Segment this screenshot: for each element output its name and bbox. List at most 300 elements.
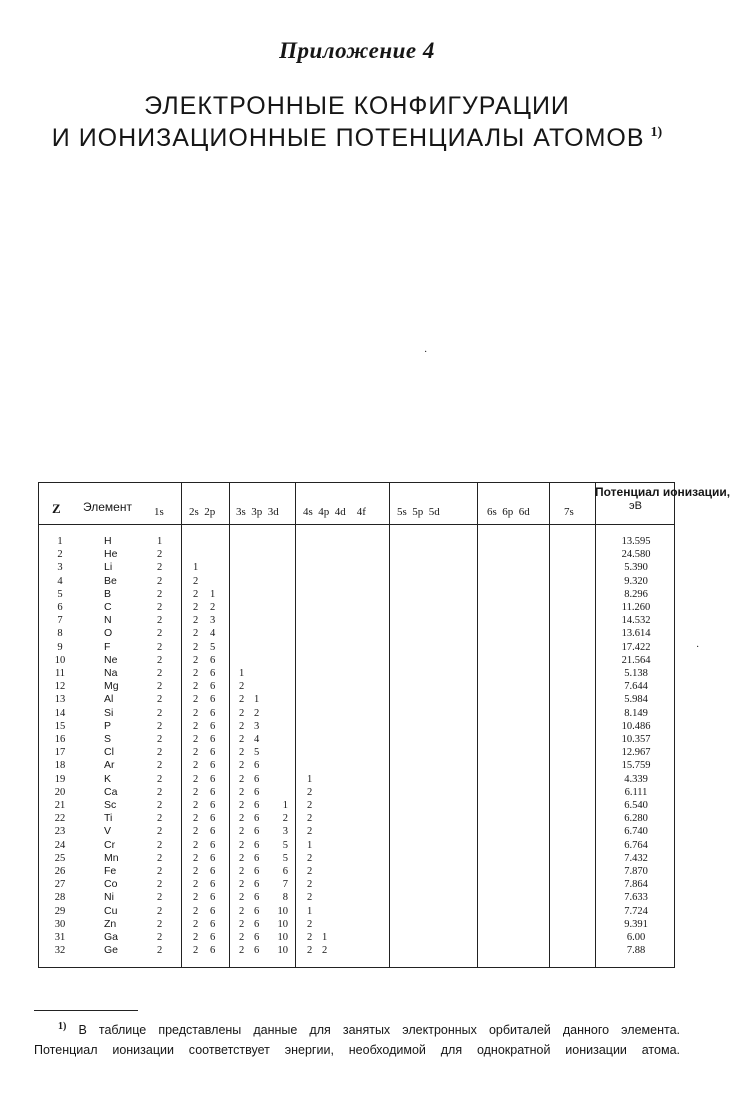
cell-4s: 1 <box>307 905 313 917</box>
cell-3p: 6 <box>254 879 260 891</box>
cell-potential: 7.88 <box>626 945 646 957</box>
cell-element: Mn <box>104 851 119 864</box>
cell-2p: 6 <box>210 866 216 877</box>
cell-2s: 2 <box>193 720 199 732</box>
cell-potential: 7.724 <box>624 905 648 917</box>
cell-1s: 2 <box>157 668 163 679</box>
cell-2s: 2 <box>193 866 199 877</box>
cell-element: H <box>104 535 112 547</box>
cell-3s: 2 <box>239 852 245 864</box>
cell-3d: 10 <box>277 945 288 957</box>
cell-z: 25 <box>54 852 66 864</box>
header-shell-7: 7s <box>564 506 574 518</box>
cell-1s: 2 <box>157 615 163 627</box>
table-row <box>39 839 676 852</box>
cell-2p: 1 <box>210 588 216 600</box>
cell-z: 23 <box>54 826 66 838</box>
cell-element: Be <box>104 574 117 587</box>
cell-2s: 2 <box>193 918 199 930</box>
cell-2p: 6 <box>210 839 216 851</box>
title-footnote-mark: 1) <box>650 125 663 140</box>
cell-1s: 2 <box>157 800 163 811</box>
table-row <box>39 575 676 588</box>
header-shell-2: 2s 2p <box>189 506 216 518</box>
cell-potential: 5.390 <box>624 562 648 574</box>
cell-4s: 2 <box>307 813 313 825</box>
cell-element: Sc <box>104 799 117 811</box>
cell-element: Ga <box>104 931 119 943</box>
table-row <box>39 707 676 720</box>
cell-potential: 7.870 <box>624 866 648 877</box>
cell-4s: 2 <box>307 918 313 930</box>
cell-3s: 2 <box>239 760 245 772</box>
footnote-mark: 1) <box>58 1021 67 1032</box>
table-row <box>39 693 676 706</box>
cell-z: 10 <box>54 654 66 666</box>
header-divider <box>39 524 674 525</box>
cell-3s: 2 <box>239 694 245 706</box>
footnote-rule <box>34 1010 138 1011</box>
cell-1s: 2 <box>157 839 163 851</box>
header-potential-label: Потенциал ионизации, <box>595 485 730 499</box>
footnote-line-2: Потенциал ионизации соответствует энергии, необходимой для однократной ионизации атома. <box>34 1043 680 1058</box>
cell-potential: 5.138 <box>624 668 648 679</box>
cell-2s: 2 <box>193 615 199 627</box>
header-shell-3: 3s 3p 3d <box>236 506 279 518</box>
header-potential-unit: эВ <box>629 500 642 512</box>
cell-potential: 15.759 <box>621 760 651 772</box>
cell-1s: 2 <box>157 628 163 640</box>
cell-element: V <box>104 825 112 838</box>
page-title-line1: ЭЛЕКТРОННЫЕ КОНФИГУРАЦИИ <box>144 92 570 120</box>
cell-element: Cl <box>104 746 114 759</box>
page-title-line2 <box>0 124 714 153</box>
cell-z: 18 <box>54 760 66 772</box>
cell-2p: 6 <box>210 905 216 917</box>
cell-2s: 2 <box>193 892 199 904</box>
cell-z: 28 <box>54 892 66 904</box>
cell-1s: 2 <box>157 575 163 587</box>
cell-element: K <box>104 772 112 785</box>
cell-z: 15 <box>54 720 66 732</box>
cell-2s: 2 <box>193 681 199 693</box>
print-speck: · <box>424 347 428 358</box>
cell-potential: 17.422 <box>621 641 651 653</box>
cell-3p: 1 <box>254 694 260 706</box>
cell-3d: 10 <box>277 932 288 943</box>
cell-element: Zn <box>104 917 117 930</box>
cell-2s: 2 <box>193 800 199 811</box>
cell-potential: 7.864 <box>624 879 648 891</box>
cell-2s: 2 <box>193 813 199 825</box>
cell-3s: 2 <box>239 879 245 891</box>
cell-2p: 6 <box>210 694 216 706</box>
cell-element: Ge <box>104 944 119 957</box>
cell-2p: 6 <box>210 932 216 943</box>
cell-2p: 6 <box>210 734 216 745</box>
table-row <box>39 561 676 574</box>
cell-z: 24 <box>54 839 66 851</box>
cell-3s: 2 <box>239 773 245 785</box>
cell-element: Co <box>104 878 118 891</box>
cell-3p: 6 <box>254 918 260 930</box>
table-row <box>39 733 676 746</box>
cell-element: Na <box>104 667 118 679</box>
cell-element: Si <box>104 706 114 719</box>
cell-2s: 1 <box>193 562 199 574</box>
cell-3s: 2 <box>239 734 245 745</box>
table-row <box>39 918 676 931</box>
cell-potential: 21.564 <box>621 654 651 666</box>
cell-potential: 13.614 <box>621 628 651 640</box>
cell-2p: 6 <box>210 826 216 838</box>
table-row <box>39 812 676 825</box>
cell-1s: 2 <box>157 892 163 904</box>
cell-4p: 2 <box>322 945 328 957</box>
cell-element: O <box>104 627 113 640</box>
cell-element: Ne <box>104 653 118 666</box>
cell-element: Ni <box>104 891 114 904</box>
cell-2s: 2 <box>193 760 199 772</box>
cell-1s: 2 <box>157 641 163 653</box>
cell-element: He <box>104 548 118 561</box>
table-row <box>39 627 676 640</box>
cell-1s: 2 <box>157 945 163 957</box>
cell-potential: 8.149 <box>624 707 648 719</box>
cell-1s: 2 <box>157 813 163 825</box>
cell-2s: 2 <box>193 826 199 838</box>
cell-2s: 2 <box>193 839 199 851</box>
cell-3d: 7 <box>282 879 288 891</box>
cell-z: 8 <box>57 628 63 640</box>
cell-z: 4 <box>57 575 63 587</box>
table-row <box>39 680 676 693</box>
table-row <box>39 720 676 733</box>
cell-3p: 4 <box>254 734 260 745</box>
print-speck: · <box>696 642 700 653</box>
cell-potential: 6.764 <box>624 839 648 851</box>
cell-z: 13 <box>54 694 66 706</box>
cell-2p: 3 <box>210 615 216 627</box>
cell-potential: 6.540 <box>624 800 648 811</box>
page-title-line2-text: И ИОНИЗАЦИОННЫЕ ПОТЕНЦИАЛЫ АТОМОВ <box>51 124 645 152</box>
cell-element: Cu <box>104 904 118 917</box>
cell-2p: 6 <box>210 654 216 666</box>
cell-1s: 2 <box>157 549 163 561</box>
cell-z: 26 <box>54 866 66 877</box>
cell-2p: 2 <box>210 602 216 613</box>
cell-4s: 2 <box>307 826 313 838</box>
cell-3s: 2 <box>239 720 245 732</box>
footnote <box>34 1017 680 1060</box>
header-shell-4: 4s 4p 4d 4f <box>303 506 366 518</box>
cell-2s: 2 <box>193 786 199 798</box>
cell-potential: 6.111 <box>624 786 648 798</box>
cell-4s: 2 <box>307 800 313 811</box>
cell-potential: 6.280 <box>624 813 648 825</box>
cell-3s: 2 <box>239 826 245 838</box>
table-row <box>39 865 676 878</box>
table-row <box>39 667 676 680</box>
cell-potential: 9.391 <box>624 918 648 930</box>
cell-element: Ar <box>104 759 115 772</box>
cell-3s: 2 <box>239 892 245 904</box>
cell-z: 32 <box>54 945 66 957</box>
cell-3d: 8 <box>282 892 288 904</box>
cell-3s: 2 <box>239 866 245 877</box>
cell-4s: 1 <box>307 839 313 851</box>
cell-element: C <box>104 601 112 613</box>
cell-z: 19 <box>54 773 66 785</box>
cell-2p: 6 <box>210 852 216 864</box>
footnote-line-1 <box>34 1017 680 1040</box>
cell-3p: 6 <box>254 852 260 864</box>
cell-z: 16 <box>54 734 66 745</box>
cell-3s: 2 <box>239 681 245 693</box>
table-row <box>39 905 676 918</box>
table-row <box>39 548 676 561</box>
cell-2s: 2 <box>193 654 199 666</box>
cell-element: B <box>104 587 112 600</box>
header-shell-6: 6s 6p 6d <box>487 506 530 518</box>
cell-z: 27 <box>54 879 66 891</box>
cell-z: 1 <box>57 536 63 547</box>
cell-z: 2 <box>57 549 63 561</box>
cell-z: 29 <box>54 905 66 917</box>
cell-element: Li <box>104 561 113 574</box>
cell-element: Ca <box>104 785 118 798</box>
table-row <box>39 799 676 812</box>
cell-element: Cr <box>104 838 116 851</box>
electron-configuration-table <box>38 482 730 968</box>
cell-3d: 5 <box>282 852 288 864</box>
table-row <box>39 588 676 601</box>
cell-2s: 2 <box>193 707 199 719</box>
cell-1s: 2 <box>157 826 163 838</box>
table-row <box>39 931 676 944</box>
cell-1s: 2 <box>157 707 163 719</box>
cell-z: 11 <box>54 668 66 679</box>
cell-3p: 6 <box>254 813 260 825</box>
cell-2p: 6 <box>210 892 216 904</box>
cell-3s: 2 <box>239 813 245 825</box>
cell-2s: 2 <box>193 932 199 943</box>
cell-3p: 6 <box>254 892 260 904</box>
cell-2s: 2 <box>193 734 199 745</box>
cell-2p: 6 <box>210 786 216 798</box>
cell-element: Al <box>104 693 114 706</box>
cell-3p: 6 <box>254 932 260 943</box>
cell-3p: 6 <box>254 786 260 798</box>
cell-1s: 2 <box>157 905 163 917</box>
cell-z: 7 <box>57 615 63 627</box>
cell-potential: 6.00 <box>626 932 646 943</box>
cell-3s: 2 <box>239 932 245 943</box>
table-row <box>39 746 676 759</box>
cell-z: 20 <box>54 786 66 798</box>
cell-2p: 6 <box>210 945 216 957</box>
cell-3p: 5 <box>254 747 260 759</box>
footnote-text-1: В таблице представлены данные для занятых электронных орбиталей данного элемента. <box>78 1023 680 1038</box>
cell-z: 14 <box>54 707 66 719</box>
cell-4s: 2 <box>307 892 313 904</box>
cell-3s: 2 <box>239 905 245 917</box>
cell-4s: 1 <box>307 773 313 785</box>
cell-3s: 2 <box>239 747 245 759</box>
cell-element: N <box>104 614 112 627</box>
cell-1s: 2 <box>157 734 163 745</box>
cell-2p: 6 <box>210 879 216 891</box>
cell-2p: 6 <box>210 918 216 930</box>
cell-2s: 2 <box>193 694 199 706</box>
cell-potential: 13.595 <box>621 536 651 547</box>
cell-element: F <box>104 640 111 653</box>
cell-potential: 12.967 <box>621 747 651 759</box>
cell-1s: 2 <box>157 588 163 600</box>
cell-3d: 6 <box>282 866 288 877</box>
cell-z: 21 <box>54 800 66 811</box>
cell-1s: 2 <box>157 747 163 759</box>
cell-1s: 2 <box>157 654 163 666</box>
cell-2p: 6 <box>210 747 216 759</box>
table-row <box>39 759 676 772</box>
table-row <box>39 944 676 957</box>
cell-2s: 2 <box>193 588 199 600</box>
cell-2s: 2 <box>193 852 199 864</box>
cell-4s: 2 <box>307 932 313 943</box>
header-potential <box>595 485 730 513</box>
cell-2p: 6 <box>210 760 216 772</box>
cell-4s: 2 <box>307 852 313 864</box>
cell-3d: 1 <box>282 800 288 811</box>
cell-3s: 2 <box>239 839 245 851</box>
cell-element: Ti <box>104 812 113 825</box>
cell-potential: 7.432 <box>624 852 648 864</box>
cell-2s: 2 <box>193 945 199 957</box>
cell-2p: 6 <box>210 800 216 811</box>
cell-2s: 2 <box>193 575 199 587</box>
table-row <box>39 641 676 654</box>
cell-3d: 2 <box>282 813 288 825</box>
cell-3p: 3 <box>254 720 260 732</box>
cell-1s: 2 <box>157 562 163 574</box>
cell-4s: 2 <box>307 879 313 891</box>
cell-2s: 2 <box>193 602 199 613</box>
table-row <box>39 654 676 667</box>
cell-2s: 2 <box>193 641 199 653</box>
header-shell-1: 1s <box>154 506 164 518</box>
cell-2s: 2 <box>193 905 199 917</box>
table-row <box>39 825 676 838</box>
cell-2s: 2 <box>193 879 199 891</box>
cell-2s: 2 <box>193 747 199 759</box>
table-row <box>39 878 676 891</box>
cell-3p: 6 <box>254 839 260 851</box>
cell-1s: 2 <box>157 932 163 943</box>
cell-z: 30 <box>54 918 66 930</box>
cell-potential: 4.339 <box>624 773 648 785</box>
cell-2p: 5 <box>210 641 216 653</box>
cell-element: Fe <box>104 865 117 877</box>
header-element: Элемент <box>83 500 132 514</box>
cell-element: Mg <box>104 680 119 693</box>
table-row <box>39 773 676 786</box>
cell-2s: 2 <box>193 668 199 679</box>
cell-3s: 2 <box>239 918 245 930</box>
cell-4s: 2 <box>307 945 313 957</box>
cell-3p: 6 <box>254 826 260 838</box>
cell-potential: 14.532 <box>621 615 651 627</box>
cell-3p: 6 <box>254 773 260 785</box>
cell-3p: 6 <box>254 866 260 877</box>
cell-4s: 2 <box>307 866 313 877</box>
table-row <box>39 535 676 548</box>
cell-1s: 2 <box>157 602 163 613</box>
cell-potential: 10.486 <box>621 720 651 732</box>
cell-2p: 4 <box>210 628 216 640</box>
cell-2p: 6 <box>210 668 216 679</box>
cell-potential: 7.633 <box>624 892 648 904</box>
cell-2p: 6 <box>210 813 216 825</box>
cell-2s: 2 <box>193 773 199 785</box>
cell-3d: 10 <box>277 905 288 917</box>
cell-3d: 3 <box>282 826 288 838</box>
cell-3p: 2 <box>254 707 260 719</box>
cell-1s: 1 <box>157 536 163 547</box>
cell-2p: 6 <box>210 707 216 719</box>
cell-z: 22 <box>54 813 66 825</box>
cell-potential: 11.260 <box>621 602 651 613</box>
cell-potential: 9.320 <box>624 575 648 587</box>
cell-2p: 6 <box>210 681 216 693</box>
table-row <box>39 852 676 865</box>
cell-3s: 1 <box>239 668 245 679</box>
header-shell-5: 5s 5p 5d <box>397 506 440 518</box>
cell-z: 6 <box>57 602 63 613</box>
cell-3s: 2 <box>239 800 245 811</box>
cell-1s: 2 <box>157 760 163 772</box>
cell-4p: 1 <box>322 932 328 943</box>
cell-1s: 2 <box>157 866 163 877</box>
cell-3d: 5 <box>282 839 288 851</box>
table-row <box>39 614 676 627</box>
cell-3s: 2 <box>239 707 245 719</box>
cell-3s: 2 <box>239 945 245 957</box>
cell-z: 17 <box>54 747 66 759</box>
cell-3p: 6 <box>254 905 260 917</box>
cell-1s: 2 <box>157 879 163 891</box>
cell-z: 9 <box>57 641 63 653</box>
cell-3d: 10 <box>277 918 288 930</box>
cell-potential: 10.357 <box>621 734 651 745</box>
cell-element: P <box>104 719 112 732</box>
cell-1s: 2 <box>157 773 163 785</box>
cell-1s: 2 <box>157 681 163 693</box>
table-row <box>39 786 676 799</box>
table-row <box>39 891 676 904</box>
cell-2p: 6 <box>210 720 216 732</box>
table-row <box>39 601 676 614</box>
cell-3p: 6 <box>254 800 260 811</box>
cell-1s: 2 <box>157 720 163 732</box>
cell-3s: 2 <box>239 786 245 798</box>
cell-4s: 2 <box>307 786 313 798</box>
cell-z: 31 <box>54 932 66 943</box>
cell-1s: 2 <box>157 786 163 798</box>
cell-1s: 2 <box>157 852 163 864</box>
cell-2s: 2 <box>193 628 199 640</box>
appendix-label: Приложение 4 <box>279 38 435 63</box>
